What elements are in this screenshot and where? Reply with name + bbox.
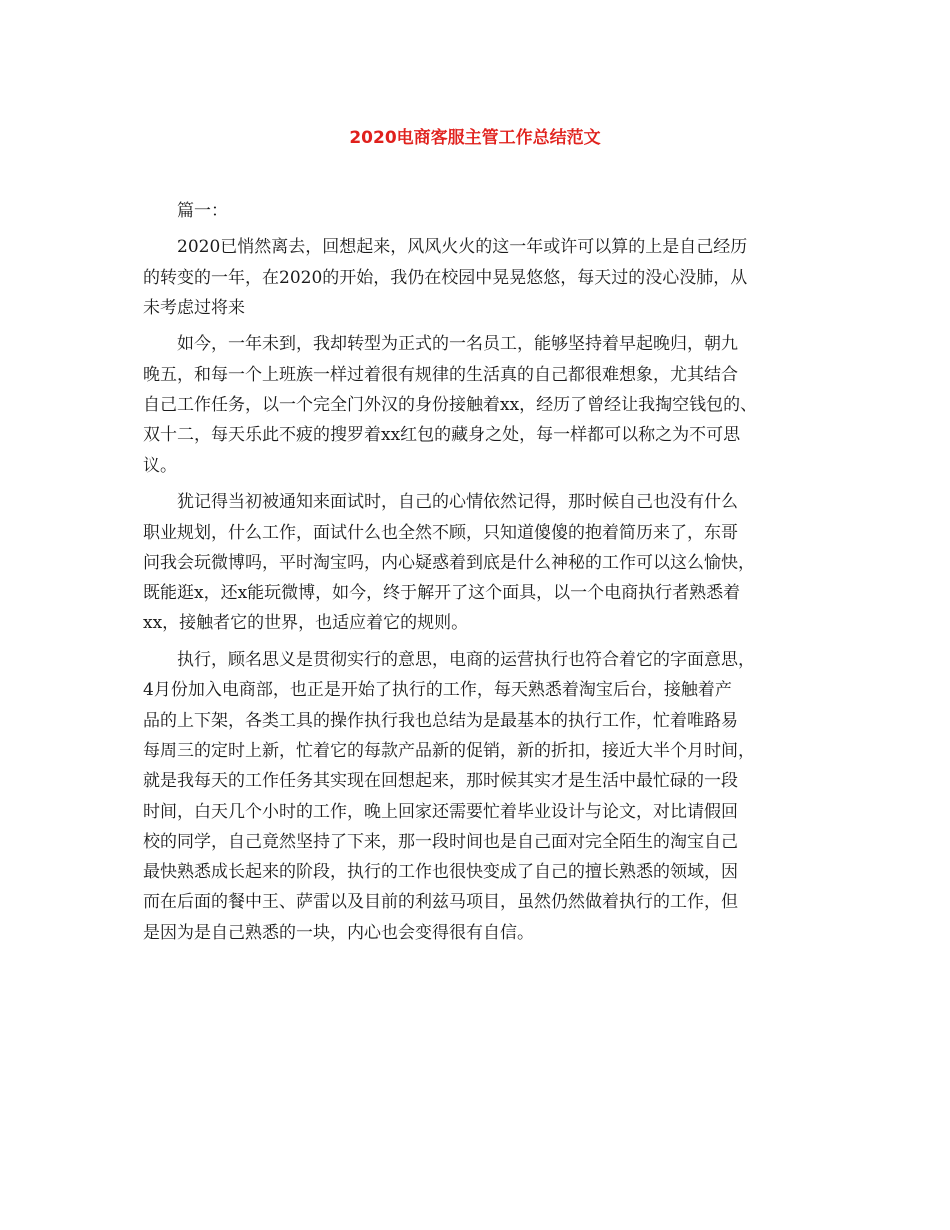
paragraph-line: 品的上下架，各类工具的操作执行我也总结为是最基本的执行工作，忙着唯路易 — [143, 710, 738, 731]
paragraph-line: 就是我每天的工作任务其实现在回想起来，那时候其实才是生活中最忙碌的一段 — [143, 771, 738, 792]
paragraph-line: 最快熟悉成长起来的阶段，执行的工作也很快变成了自己的擅长熟悉的领域，因 — [143, 862, 738, 883]
paragraph-3 — [143, 487, 813, 638]
document-body — [143, 196, 813, 954]
paragraph-line: xx，接触者它的世界，也适应着它的规则。 — [143, 613, 469, 634]
paragraph-line: 晚五，和每一个上班族一样过着很有规律的生活真的自己都很难想象，尤其结合 — [143, 364, 738, 385]
paragraph-2 — [143, 329, 813, 480]
paragraph-line: 既能逛x，还x能玩微博，如今，终于解开了这个面具，以一个电商执行者熟悉着 — [143, 583, 741, 604]
paragraph-line: 如今，一年未到，我却转型为正式的一名员工，能够坚持着早起晚归，朝九 — [177, 334, 738, 355]
paragraph-line: 问我会玩微博吗，平时淘宝吗，内心疑惑着到底是什么神秘的工作可以这么愉快， — [143, 552, 755, 573]
paragraph-line: 犹记得当初被通知来面试时，自己的心情依然记得，那时候自己也没有什么 — [177, 492, 738, 513]
paragraph-line: 议。 — [143, 455, 177, 476]
paragraph-line: 时间，白天几个小时的工作，晚上回家还需要忙着毕业设计与论文，对比请假回 — [143, 801, 738, 822]
paragraph-line: 校的同学，自己竟然坚持了下来，那一段时间也是自己面对完全陌生的淘宝自己 — [143, 831, 738, 852]
paragraph-line: 双十二，每天乐此不疲的搜罗着xx红包的藏身之处，每一样都可以称之为不可思 — [143, 425, 741, 446]
paragraph-line: 每周三的定时上新，忙着它的每款产品新的促销，新的折扣，接近大半个月时间， — [143, 740, 755, 761]
paragraph-line: 的转变的一年，在2020的开始，我仍在校园中晃晃悠悠，每天过的没心没肺，从 — [143, 267, 748, 288]
paragraph-line: 而在后面的餐中王、萨雷以及目前的利兹马项目，虽然仍然做着执行的工作，但 — [143, 892, 738, 913]
paragraph-line: 4月份加入电商部，也正是开始了执行的工作，每天熟悉着淘宝后台，接触着产 — [143, 680, 732, 701]
paragraph-line: 未考虑过将来 — [143, 297, 245, 318]
paragraph-1 — [143, 232, 813, 323]
paragraph-line: 是因为是自己熟悉的一块，内心也会变得很有自信。 — [143, 922, 534, 943]
document-title: 2020电商客服主管工作总结范文 — [349, 128, 601, 148]
paragraph-line: 自己工作任务，以一个完全门外汉的身份接触着xx，经历了曾经让我掏空钱包的、 — [143, 395, 758, 416]
paragraph-line: 执行，顾名思义是贯彻实行的意思，电商的运营执行也符合着它的字面意思， — [177, 650, 755, 671]
section-heading: 篇一： — [177, 201, 228, 221]
paragraph-line: 职业规划，什么工作，面试什么也全然不顾，只知道傻傻的抱着简历来了，东哥 — [143, 522, 738, 543]
paragraph-line: 2020已悄然离去，回想起来，风风火火的这一年或许可以算的上是自己经历 — [177, 237, 748, 258]
paragraph-4 — [143, 645, 813, 948]
